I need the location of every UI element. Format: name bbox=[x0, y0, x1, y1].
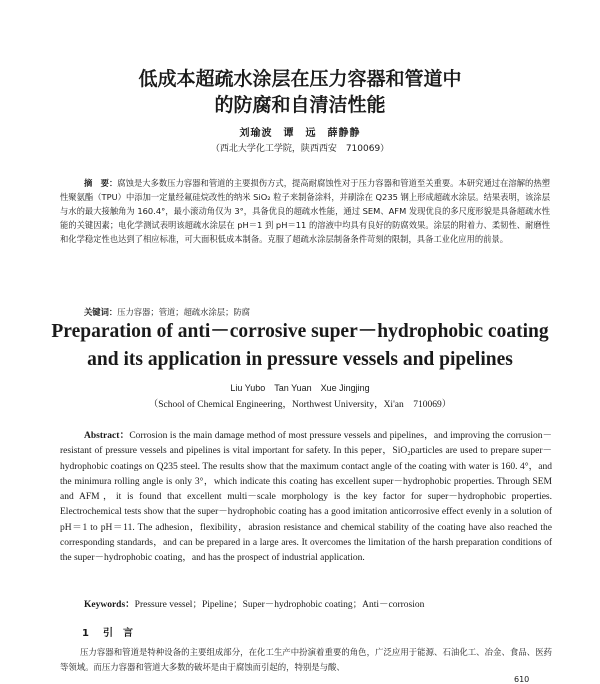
chinese-abstract-label: 摘 要： bbox=[84, 178, 118, 188]
english-title bbox=[0, 318, 600, 374]
chinese-title bbox=[0, 66, 600, 118]
english-keywords bbox=[84, 596, 554, 610]
chinese-keywords-text: 压力容器；管道；超疏水涂层；防腐 bbox=[117, 307, 250, 317]
introduction-paragraph: 压力容器和管道是特种设备的主要组成部分，在化工生产中扮演着重要的角色，广泛应用于能源、石油化工、冶金、食品、医药等领域。而压力容器和管道大多数的破坏是由于腐蚀而引起的，特别是与酸、 bbox=[60, 647, 552, 672]
english-affiliation: （School of Chemical Engineering，Northwest University，Xi'an 710069） bbox=[148, 400, 452, 410]
english-abstract bbox=[60, 429, 552, 567]
page-number: 610 bbox=[514, 675, 530, 684]
chinese-affiliation: （西北大学化工学院，陕西西安 710069） bbox=[210, 144, 390, 154]
english-title-line-1: Preparation of anti－corrosive super－hydrophobic coating bbox=[51, 321, 549, 342]
section-heading-introduction bbox=[82, 624, 147, 639]
english-keywords-text: Pressure vessel；Pipeline；Super－hydrophobic coating；Anti－corrosion bbox=[134, 600, 425, 610]
english-title-line-2: and its application in pressure vessels and pipelines bbox=[87, 349, 513, 370]
chinese-keywords-label: 关键词： bbox=[84, 307, 118, 317]
chinese-title-line-1: 低成本超疏水涂层在压力容器和管道中 bbox=[138, 68, 462, 90]
introduction-body bbox=[60, 645, 552, 675]
chinese-authors: 刘瑜波 谭 远 薛静静 bbox=[239, 128, 361, 139]
chinese-abstract bbox=[60, 176, 550, 246]
chinese-title-line-2: 的防腐和自清洁性能 bbox=[214, 94, 386, 116]
english-authors: Liu Yubo Tan Yuan Xue Jingjing bbox=[230, 383, 370, 393]
english-abstract-label: Abstract： bbox=[84, 431, 130, 441]
chinese-abstract-text: 腐蚀是大多数压力容器和管道的主要损伤方式，提高耐腐蚀性对于压力容器和管道至关重要。本研究通过在溶解的热塑性聚氨酯（TPU）中添加一定量经氟硅烷改性的纳米 SiO₂ 粒子来制备涂料，并刷涂在 Q235 钢上形成超疏水涂层。结果表明，该涂层与水的最大接触角为 160.4°，最小滚动角仅为 3°，具备优良的超疏水性能，通过 SEM、AFM 发现优良的多尺度形貌是具备超疏水性能的关键因素；电化学测试表明该超疏水涂层在 pH＝1 到 pH＝11 的溶液中均具有良好的防腐效果。涂层的附着力、柔韧性、耐磨性和化学稳定性也达到了相应标准，可大面积低成本制备。克服了超疏水涂层制备条件苛刻的限制，具备工业化应用的前景。 bbox=[60, 178, 550, 244]
section-number: 1 bbox=[82, 628, 89, 639]
english-abstract-text: Corrosion is the main damage method of most pressure vessels and pipelines，and improving the corrusion－resistant of pressure vessels and pipelines is vital important for safety. In this peper，SiO₂particles are used to prepare super－hydrophobic coatings on Q235 steel. The results show that the maximum contact angle of the coating with water is 160. 4°，and the minimura rolling angle is only 3°，which indicate this coating has excellent super－hydrophobic properties. Through SEM and AFM，it is found that excellent multi－scale morphology is the key factor for super－hydrophobic properties. Electrochemical tests show that the super－hydrophobic coating has a good imitation anticorrosive effect evenly in a solution of pH＝1 to pH＝11. The adhesion，flexibility，abrasion resistance and chemical stability of the coating have also reached the corresponding standards，and can be prepared in a large ares. It overcomes the limitation of the harsh preparation conditions of the super－hydrophobic coating，and has the prospect of industrial application. bbox=[60, 431, 553, 564]
chinese-keywords bbox=[84, 306, 544, 318]
english-keywords-label: Keywords： bbox=[84, 600, 135, 610]
section-title: 引 言 bbox=[102, 628, 133, 639]
